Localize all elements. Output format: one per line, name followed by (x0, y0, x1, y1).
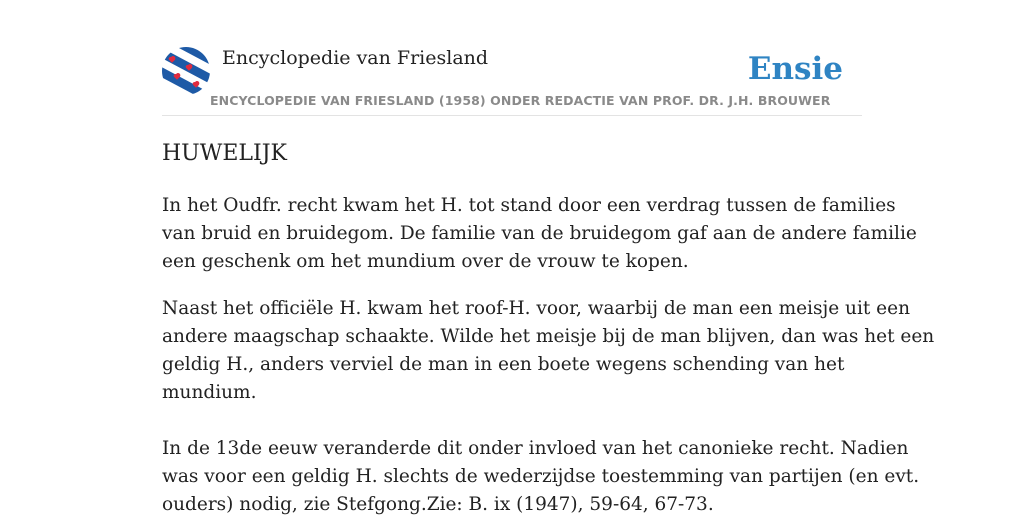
site-header (162, 0, 862, 116)
page (162, 0, 935, 515)
paragraph-line: geldig H., anders verviel de man in een boete wegens schending van het (162, 354, 845, 375)
paragraph-2 (162, 295, 935, 407)
site-title[interactable]: Encyclopedie van Friesland (222, 47, 489, 69)
ensie-brand-link[interactable]: Ensie (747, 51, 843, 87)
paragraph-line: mundium. (162, 382, 257, 403)
paragraph-line: een geschenk om het mundium over de vrouw te kopen. (162, 251, 689, 272)
encyclopedia-subtitle: ENCYCLOPEDIE VAN FRIESLAND (1958) ONDER REDACTIE VAN PROF. DR. J.H. BROUWER (210, 93, 831, 108)
paragraph-line: Naast het officiële H. kwam het roof-H. voor, waarbij de man een meisje uit een (162, 298, 910, 319)
paragraph-3 (162, 435, 920, 519)
paragraph-line: In het Oudfr. recht kwam het H. tot stand door een verdrag tussen de families (162, 195, 896, 216)
paragraph-line: In de 13de eeuw veranderde dit onder invloed van het canonieke recht. Nadien (162, 438, 909, 459)
paragraph-line: ouders) nodig, zie Stefgong.Zie: B. ix (1947), 59-64, 67-73. (162, 494, 714, 515)
paragraph-line: van bruid en bruidegom. De familie van de bruidegom gaf aan de andere familie (162, 223, 917, 244)
entry-title: HUWELIJK (162, 141, 287, 166)
paragraph-line: was voor een geldig H. slechts de wederzijdse toestemming van partijen (en evt. (162, 466, 920, 487)
paragraph-line: andere maagschap schaakte. Wilde het meisje bij de man blijven, dan was het een (162, 326, 935, 347)
frisian-flag-icon[interactable] (162, 47, 210, 95)
paragraph-1 (162, 192, 917, 276)
